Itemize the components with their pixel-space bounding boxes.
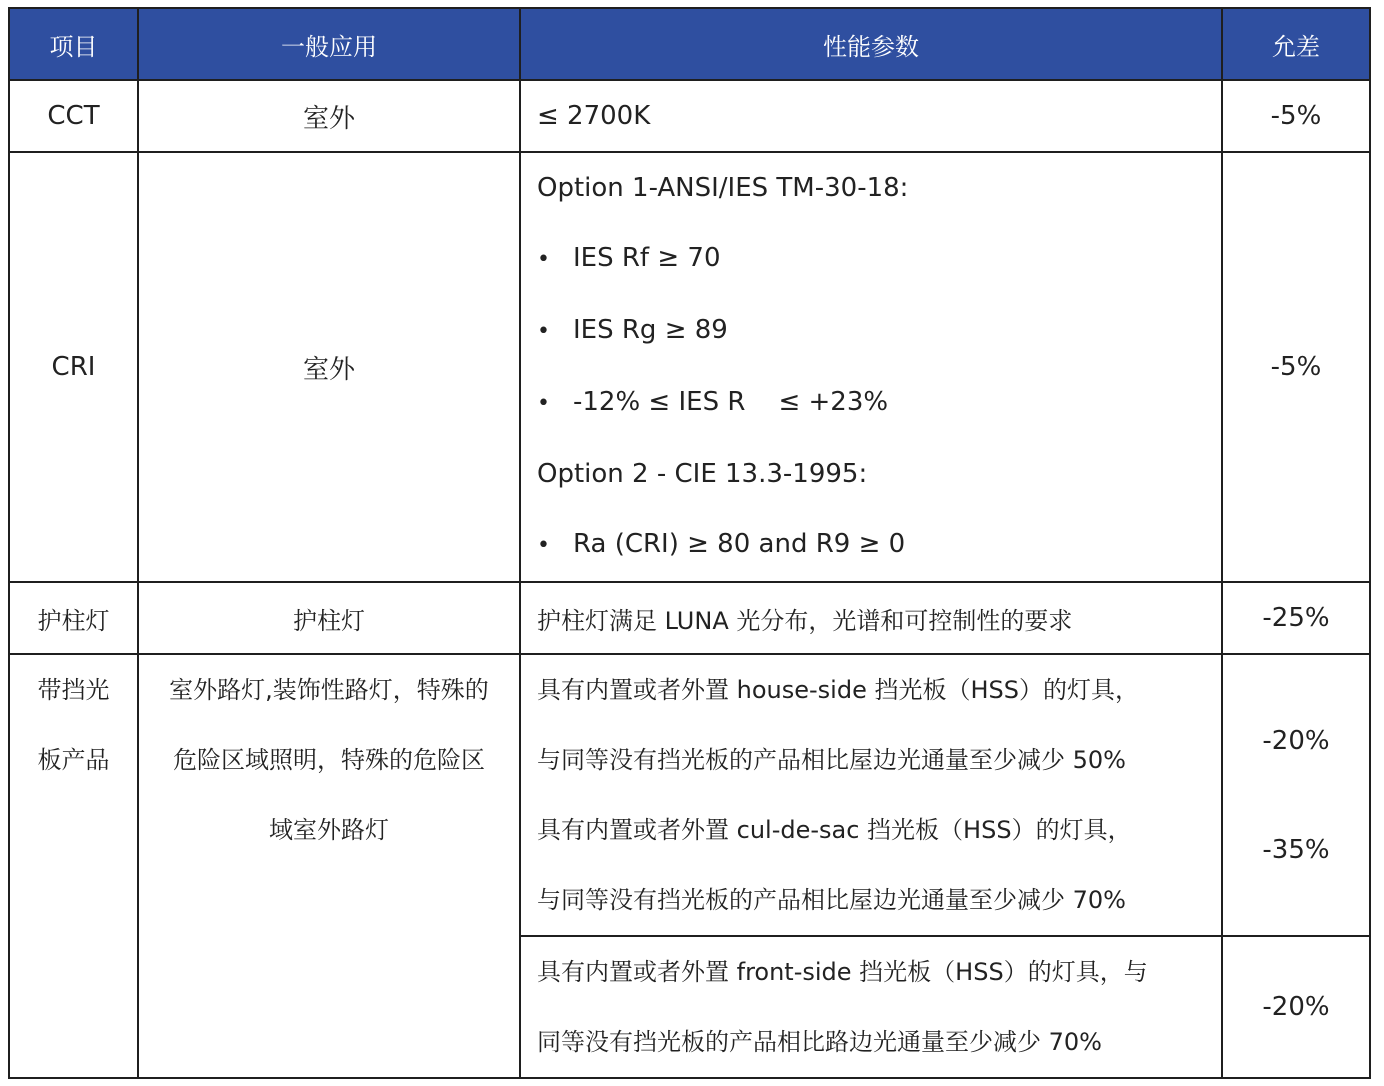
table-row-shielded xyxy=(9,654,1370,936)
shielded-tolerance-house-cul xyxy=(1222,654,1370,936)
bullet-icon: • xyxy=(537,391,550,416)
cri-bullet-ra xyxy=(537,509,1221,581)
table-row-cct xyxy=(9,80,1370,152)
bollard-application: 护柱灯 xyxy=(138,582,520,654)
house-side-tolerance: -20% xyxy=(1262,725,1330,756)
shielded-application-line1: 室外路灯,装饰性路灯，特殊的 xyxy=(169,676,489,704)
cri-bullet-r xyxy=(537,367,1221,439)
cri-bullet-rg-text: IES Rg ≥ 89 xyxy=(573,315,728,345)
spec-table xyxy=(8,7,1371,1079)
cct-tolerance: -5% xyxy=(1222,80,1370,152)
header-tolerance: 允差 xyxy=(1222,8,1370,80)
cri-bullet-r-text: -12% ≤ IES R ≤ +23% xyxy=(573,387,889,417)
cct-application: 室外 xyxy=(138,80,520,152)
cct-parameter: ≤ 2700K xyxy=(520,80,1222,152)
cri-option1-title: Option 1-ANSI/IES TM-30-18: xyxy=(537,173,909,203)
cri-parameter xyxy=(520,152,1222,582)
table-row-bollard xyxy=(9,582,1370,654)
shielded-parameter-house-cul xyxy=(520,654,1222,936)
header-row xyxy=(9,8,1370,80)
house-side-line1: 具有内置或者外置 house-side 挡光板（HSS）的灯具， xyxy=(537,676,1139,704)
cul-de-sac-line1: 具有内置或者外置 cul-de-sac 挡光板（HSS）的灯具， xyxy=(537,816,1132,844)
shielded-item-line1: 带挡光 xyxy=(37,676,110,704)
cri-application: 室外 xyxy=(138,152,520,582)
header-parameters: 性能参数 xyxy=(520,8,1222,80)
header-application: 一般应用 xyxy=(138,8,520,80)
bullet-icon: • xyxy=(537,247,550,272)
bollard-parameter: 护柱灯满足 LUNA 光分布，光谱和可控制性的要求 xyxy=(520,582,1222,654)
cri-bullet-rf-text: IES Rf ≥ 70 xyxy=(573,243,721,273)
shielded-item-line2: 板产品 xyxy=(37,746,110,774)
cri-tolerance: -5% xyxy=(1222,152,1370,582)
shielded-application xyxy=(138,654,520,1078)
cri-item: CRI xyxy=(9,152,138,582)
house-side-line2: 与同等没有挡光板的产品相比屋边光通量至少减少 50% xyxy=(537,746,1126,774)
front-side-line1: 具有内置或者外置 front-side 挡光板（HSS）的灯具，与 xyxy=(537,958,1148,986)
cul-de-sac-tolerance: -35% xyxy=(1262,834,1330,865)
cct-item: CCT xyxy=(9,80,138,152)
cul-de-sac-line2: 与同等没有挡光板的产品相比屋边光通量至少减少 70% xyxy=(537,886,1126,914)
front-side-parameter xyxy=(520,936,1222,1078)
shielded-application-line2: 危险区域照明，特殊的危险区 xyxy=(173,746,485,774)
shielded-application-line3: 域室外路灯 xyxy=(269,816,389,844)
cri-bullet-ra-text: Ra (CRI) ≥ 80 and R9 ≥ 0 xyxy=(573,529,906,559)
bollard-tolerance: -25% xyxy=(1222,582,1370,654)
bollard-item: 护柱灯 xyxy=(9,582,138,654)
bullet-icon: • xyxy=(537,319,550,344)
bullet-icon: • xyxy=(537,533,550,558)
cri-bullet-rf xyxy=(537,223,1221,295)
header-item: 项目 xyxy=(9,8,138,80)
front-side-line2: 同等没有挡光板的产品相比路边光通量至少减少 70% xyxy=(537,1028,1102,1056)
cri-bullet-rg xyxy=(537,295,1221,367)
shielded-item xyxy=(9,654,138,1078)
front-side-tolerance: -20% xyxy=(1222,936,1370,1078)
cri-option2-title: Option 2 - CIE 13.3-1995: xyxy=(537,459,868,489)
table-row-cri xyxy=(9,152,1370,582)
